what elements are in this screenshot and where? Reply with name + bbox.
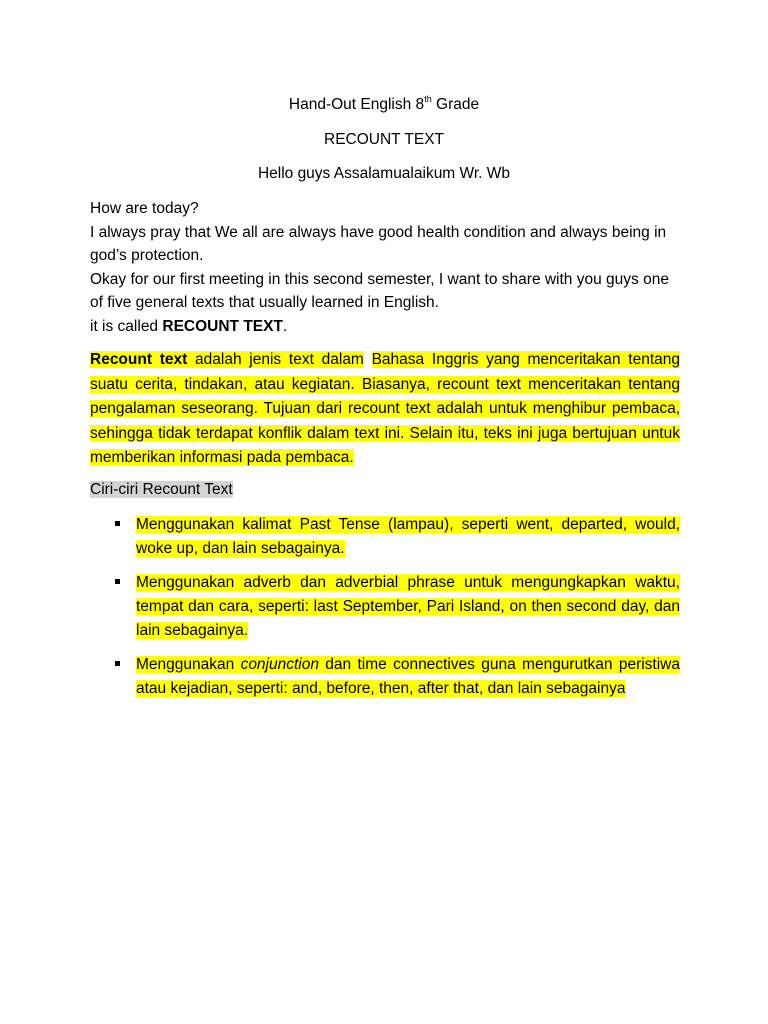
list-item-text [136, 513, 680, 561]
list-item-3-prefix: Menggunakan [136, 656, 241, 673]
bullet-square-icon [115, 661, 120, 666]
title-prefix: Hand-Out English 8 [288, 96, 425, 113]
list-item-2-text: Menggunakan adverb dan adverbial phrase untuk mengungkapkan waktu, tempat dan cara, seperti: last September, Pari Island, on then second day, dan lain sebagainya. [136, 574, 680, 639]
list-item-3-text [136, 656, 680, 697]
intro-line-2: I always pray that We all are always have good health condition and always being in god’s protection. [90, 223, 667, 264]
list-item-text [136, 653, 680, 701]
definition-paragraph [90, 348, 680, 471]
list-item [90, 653, 680, 701]
bullet-square-icon [115, 521, 120, 526]
document-title [0, 95, 768, 115]
definition-bold-term [90, 351, 364, 368]
list-item [90, 571, 680, 643]
intro-line-4-bold: RECOUNT TEXT [162, 317, 283, 335]
features-heading-wrap [90, 478, 680, 502]
bullet-square-icon [115, 579, 120, 584]
features-heading: Ciri-ciri Recount Text [90, 481, 233, 498]
definition-term: Recount text [90, 351, 188, 368]
title-superscript: th [424, 93, 432, 104]
list-item-3-suffix: dan time connectives guna mengurutkan peristiwa atau kejadian, seperti: and, before, then, after that, dan lain sebagainya [136, 656, 680, 697]
definition-part-3: Bahasa Inggris yang menceritakan tentang suatu cerita, tindakan, atau kegiatan. Biasanya, recount text menceritakan tentang pengalaman seseorang. Tujuan dari recount text adalah untuk menghibur pembaca, sehingga tidak terdapat konflik dalam text ini. Selain itu, teks ini juga bertujuan untuk memberikan informasi pada pembaca. [90, 351, 680, 466]
list-item-1-text: Menggunakan kalimat Past Tense (lampau), seperti went, departed, would, woke up, dan lain sebagainya. [136, 516, 680, 557]
list-item-text [136, 571, 680, 643]
intro-line-4 [90, 315, 680, 339]
definition-text [90, 348, 680, 471]
document-subtitle: RECOUNT TEXT [324, 131, 444, 148]
title-suffix: Grade [431, 96, 480, 113]
definition-part-1: adalah jenis text dalam [187, 351, 364, 368]
definition-gap [364, 351, 372, 368]
intro-line-1: How are today? [90, 200, 199, 217]
intro-line-3: Okay for our first meeting in this second semester, I want to share with you guys one of five general texts that usually learned in English. [90, 270, 669, 311]
list-item-3-italic: conjunction [240, 656, 319, 673]
intro-line-4-suffix: . [282, 317, 288, 335]
list-item [90, 513, 680, 561]
intro-paragraph [90, 197, 680, 338]
greeting-line: Hello guys Assalamualaikum Wr. Wb [257, 165, 511, 182]
intro-line-4-prefix: it is called [90, 317, 163, 335]
